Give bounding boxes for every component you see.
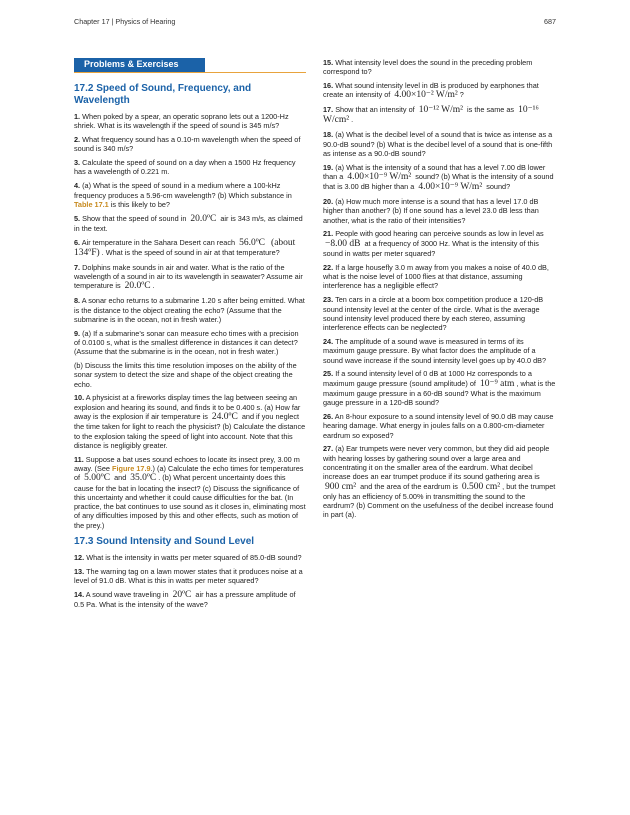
problem-9b: (b) Discuss the limits this time resolution imposes on the ability of the sonar system to detect the size and shape of the object creating the echo.: [74, 361, 297, 389]
problem-14: 14. A sound wave traveling in 20ºC air has a pressure amplitude of 0.5 Pa. What is the intensity of the wave?: [74, 589, 296, 610]
problem-13: 13. The warning tag on a lawn mower states that it produces noise at a level of 91.0 dB. What is this in watts per meter squared?: [74, 566, 303, 586]
problem-22: 22. If a large housefly 3.0 m away from you makes a noise of 40.0 dB, what is the noise level of 1000 flies at that distance, assuming interference has a negligible effect?: [323, 262, 549, 291]
problem-20: 20. (a) How much more intense is a sound that has a level 17.0 dB higher than another? (b) If one sound has a level 23.0 dB less than another, what is the ratio of their intensities?: [323, 197, 539, 225]
section-banner: Problems & Exercises: [74, 58, 306, 73]
problem-16: 16. What sound intensity level in dB is produced by earphones that create an intensity of 4.00×10⁻² W/m² ?: [323, 81, 539, 101]
problem-11: 11. Suppose a bat uses sound echoes to locate its insect prey, 3.00 m away. (See Figure 17.9.) (a) Calculate the echo times for temperatures of 5.00ºC and 35.0ºC . (b) What percent uncertainty does this cause for the bat in locating the insect? (c) Discuss the significance of this uncertainty and whether it could cause difficulties for the bat. (In practice, the bat continues to use sound as it closes in, eliminating most of any difficulties imposed by this and other effects, such as motion of the prey.): [74, 454, 306, 530]
problem-9: 9. (a) If a submarine’s sonar can measure echo times with a precision of 0.0100 s, what is the smallest difference in distances it can detect? (Assume that the submarine is in the ocean, not in fresh water.): [74, 328, 299, 357]
problem-4: 4. (a) What is the speed of sound in a medium where a 100-kHz frequency produces a 5.96-cm wavelength? (b) Which substance in Table 17.1 is this likely to be?: [74, 181, 292, 209]
problem-18: 18. (a) What is the decibel level of a sound that is twice as intense as a 90.0-dB sound? (b) What is the decibel level of a sound that is one-fifth as intense as a 90.0-dB sound?: [323, 130, 553, 158]
problem-26: 26. An 8-hour exposure to a sound intensity level of 90.0 dB may cause hearing damage. What energy in joules falls on a 0.800-cm-diameter eardrum so exposed?: [323, 412, 554, 440]
problem-27: 27. (a) Ear trumpets were never very common, but they did aid people with hearing losses by gathering sound over a large area and concentrating it on the smaller area of the eardrum. What decibel increase does an ear trumpet produce if its sound gathering area is 900 cm² and the area of the eardrum is 0.500 cm² , but the trumpet only has an efficiency of 5.00% in transmitting the sound to the eardrum? (b) Comment on the usefulness of the decibel increase found in part (a).: [323, 444, 556, 520]
problem-8: 8. A sonar echo returns to a submarine 1.20 s after being emitted. What is the distance to the object creating the echo? (Assume that the submarine is in the ocean, not in fresh water.): [74, 296, 305, 324]
section-heading: 17.3 Sound Intensity and Sound Level: [74, 536, 255, 548]
problem-12: 12. What is the intensity in watts per meter squared of 85.0-dB sound?: [74, 553, 302, 563]
right-column: [323, 58, 557, 524]
chapter-title: Chapter 17 | Physics of Hearing: [74, 17, 176, 26]
problem-5: 5. Show that the speed of sound in 20.0ºC air is 343 m/s, as claimed in the text.: [74, 213, 303, 233]
problem-23: 23. Ten cars in a circle at a boom box competition produce a 120-dB sound intensity level at the center of the circle. What is the average sound intensity level produced there by each stereo, assuming interference effects can be neglected?: [323, 295, 544, 333]
problem-24: 24. The amplitude of a sound wave is measured in terms of its maximum gauge pressure. By what factor does the amplitude of a sound wave increase if the sound intensity level goes up by 40.0 dB?: [323, 336, 547, 365]
table-link[interactable]: Table 17.1: [74, 199, 109, 209]
problem-7: 7. Dolphins make sounds in air and water. What is the ratio of the wavelength of a sound in air to its wavelength in seawater? Assume air temperature is 20.0ºC .: [74, 262, 303, 292]
problem-3: 3. Calculate the speed of sound on a day when a 1500 Hz frequency has a wavelength of 0.221 m.: [74, 158, 296, 177]
problem-1: 1. When poked by a spear, an operatic soprano lets out a 1200-Hz shriek. What is its wavelength if the speed of sound is 345 m/s?: [74, 112, 289, 131]
problem-15: 15. What intensity level does the sound in the preceding problem correspond to?: [323, 58, 533, 77]
problem-17: 17. Show that an intensity of 10⁻¹² W/m² is the same as 10⁻¹⁶ W/cm² .: [323, 105, 539, 126]
page-header: [74, 17, 556, 26]
figure-link[interactable]: Figure 17.9: [112, 464, 151, 473]
page-number: 687: [544, 17, 556, 26]
problem-2: 2. What frequency sound has a 0.10-m wavelength when the speed of sound is 340 m/s?: [74, 135, 301, 154]
problem-21: 21. People with good hearing can perceive sounds as low in level as −8.00 dB at a frequency of 3000 Hz. What is the intensity of this sound in watts per meter squared?: [323, 229, 544, 259]
problem-25: 25. If a sound intensity level of 0 dB at 1000 Hz corresponds to a maximum gauge pressure (sound amplitude) of 10⁻⁹ atm , what is the maximum gauge pressure in a 60-dB sound? What is the maximum gauge pressure in a 120-dB sound?: [323, 369, 556, 408]
section-heading: 17.2 Speed of Sound, Frequency, and Wavelength: [74, 83, 252, 106]
problem-19: 19. (a) What is the intensity of a sound that has a level 7.00 dB lower than a 4.00×10⁻⁹ W/m² sound? (b) What is the intensity of a sound that is 3.00 dB higher than a 4.00×10⁻⁹ W/m² sound?: [323, 162, 554, 193]
problem-10: 10. A physicist at a fireworks display times the lag between seeing an explosion and hearing its sound, and finds it to be 0.400 s. (a) How far away is the explosion if air temperature is 24.0ºC and if you neglect the time taken for light to reach the physicist? (b) Calculate the distance to the explosion taking the speed of light into account. Note that this distance is negligibly greater.: [74, 393, 306, 450]
left-column: [74, 58, 306, 614]
problem-6: 6. Air temperature in the Sahara Desert can reach 56.0ºC (about 134ºF) . What is the speed of sound in air at that temperature?: [74, 237, 296, 259]
